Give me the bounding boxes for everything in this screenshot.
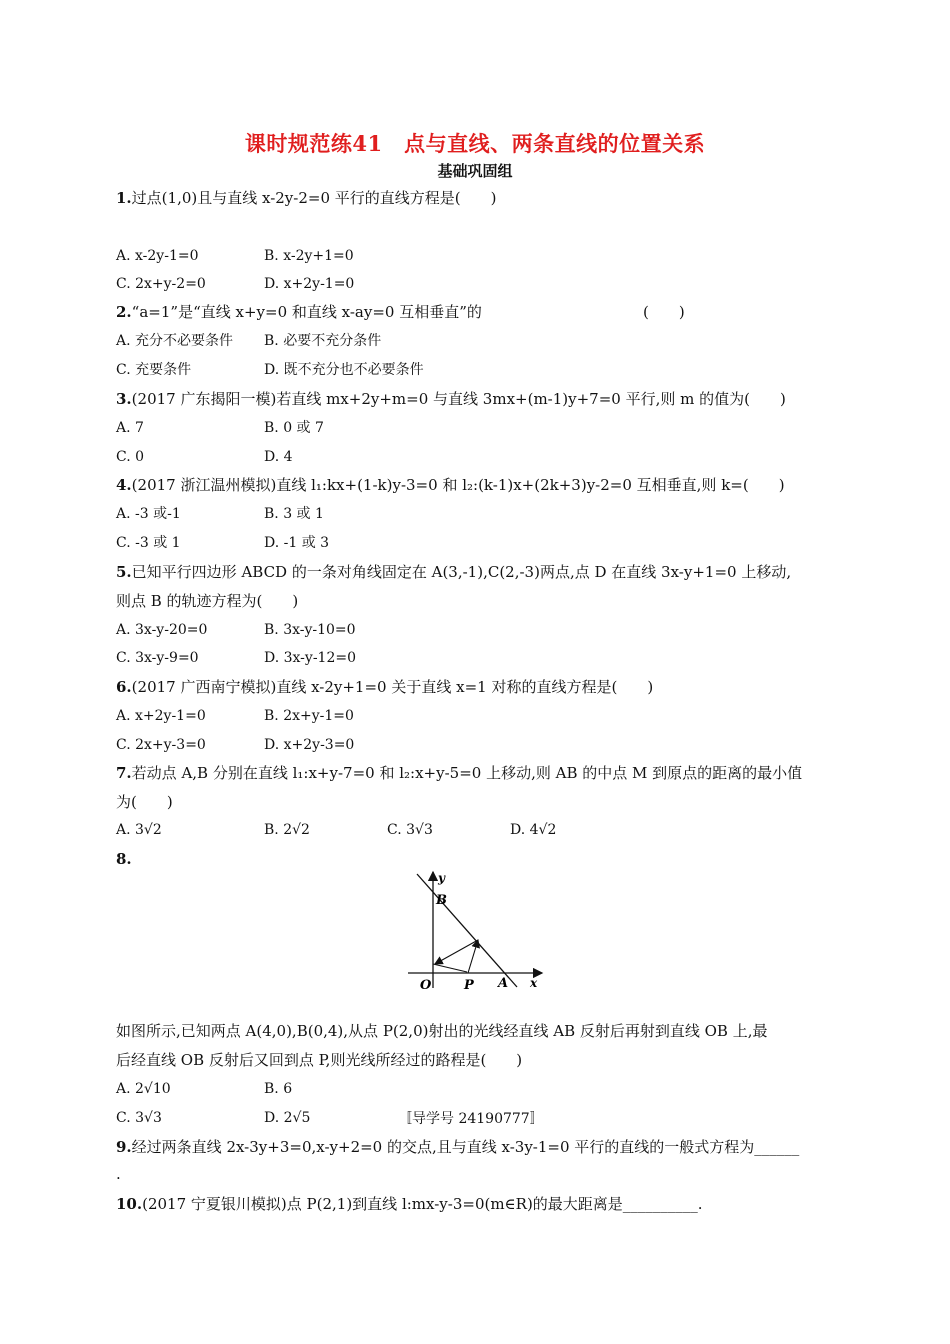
question-5: 5.已知平行四边形 ABCD 的一条对角线固定在 A(3,-1),C(2,-3)两点,点 D 在直线 3x-y+1=0 上移动, — [116, 563, 792, 581]
question-7-cont: 为( ) — [116, 793, 173, 811]
question-3: 3.(2017 广东揭阳一模)若直线 mx+2y+m=0 与直线 3mx+(m-1)y+7=0 平行,则 m 的值为( ) — [116, 390, 786, 408]
question-5-cont: 则点 B 的轨迹方程为( ) — [116, 592, 299, 610]
option: D. 4 — [264, 449, 293, 465]
question-1: 1.过点(1,0)且与直线 x-2y-2=0 平行的直线方程是( ) — [116, 189, 497, 207]
question-7: 7.若动点 A,B 分别在直线 l₁:x+y-7=0 和 l₂:x+y-5=0 上移动,则 AB 的中点 M 到原点的距离的最小值 — [116, 764, 803, 782]
option: B. 2x+y-1=0 — [264, 708, 354, 724]
question-8-number: 8. — [116, 850, 132, 868]
reflection-figure — [400, 866, 550, 996]
option: B. 必要不充分条件 — [264, 333, 382, 349]
question-2: 2.“a=1”是“直线 x+y=0 和直线 x-ay=0 互相垂直”的 — [116, 303, 482, 321]
option: C. 3√3 — [116, 1110, 162, 1126]
option: A. 3x-y-20=0 — [116, 622, 208, 638]
option: D. 3x-y-12=0 — [264, 650, 357, 666]
question-9: 9.经过两条直线 2x-3y+3=0,x-y+2=0 的交点,且与直线 x-3y-1=0 平行的直线的一般式方程为______ — [116, 1138, 800, 1156]
section-subtitle: 基础巩固组 — [437, 162, 513, 180]
option: A. x-2y-1=0 — [116, 248, 199, 264]
ray-ob-to-p — [433, 964, 467, 972]
option: C. 0 — [116, 449, 145, 465]
option: C. -3 或 1 — [116, 535, 181, 551]
option: A. x+2y-1=0 — [116, 708, 206, 724]
label-p: P — [464, 978, 474, 993]
option: D. x+2y-1=0 — [264, 276, 355, 292]
option: B. 3x-y-10=0 — [264, 622, 356, 638]
option: C. 3x-y-9=0 — [116, 650, 199, 666]
label-x: x — [530, 976, 538, 990]
page-title: 课时规范练41 点与直线、两条直线的位置关系 — [244, 131, 706, 156]
label-y: y — [438, 871, 445, 885]
option: C. 充要条件 — [116, 362, 192, 378]
option: D. x+2y-3=0 — [264, 737, 355, 753]
option: A. 3√2 — [116, 822, 162, 838]
label-a: A — [498, 976, 509, 991]
guide-number: 〚导学号 24190777〛 — [398, 1111, 544, 1127]
option: D. -1 或 3 — [264, 535, 330, 551]
question-4: 4.(2017 浙江温州模拟)直线 l₁:kx+(1-k)y-3=0 和 l₂:(k-1)x+(2k+3)y-2=0 互相垂直,则 k=( ) — [116, 476, 785, 494]
question-10: 10.(2017 宁夏银川模拟)点 P(2,1)到直线 l:mx-y-3=0(m∈R)的最大距离是__________. — [116, 1195, 703, 1213]
line-ab — [417, 874, 517, 987]
option: D. 既不充分也不必要条件 — [264, 362, 424, 378]
label-o: O — [420, 978, 432, 993]
option: A. 2√10 — [116, 1081, 171, 1097]
option: B. 2√2 — [264, 822, 310, 838]
question-6: 6.(2017 广西南宁模拟)直线 x-2y+1=0 关于直线 x=1 对称的直线方程是( ) — [116, 678, 654, 696]
label-b: B — [436, 893, 447, 908]
option: C. 2x+y-2=0 — [116, 276, 206, 292]
question-9-cont: . — [116, 1165, 121, 1183]
option: B. 0 或 7 — [264, 420, 324, 436]
option: A. -3 或-1 — [116, 506, 181, 522]
option: A. 7 — [116, 420, 144, 436]
option: B. 6 — [264, 1081, 293, 1097]
option: D. 4√2 — [510, 822, 557, 838]
answer-bracket: ( ) — [643, 303, 685, 321]
question-8-cont: 后经直线 OB 反射后又回到点 P,则光线所经过的路程是( ) — [116, 1051, 523, 1069]
option: C. 2x+y-3=0 — [116, 737, 206, 753]
option: D. 2√5 — [264, 1110, 311, 1126]
option: B. 3 或 1 — [264, 506, 324, 522]
option: A. 充分不必要条件 — [116, 333, 234, 349]
option: B. x-2y+1=0 — [264, 248, 354, 264]
question-8: 如图所示,已知两点 A(4,0),B(0,4),从点 P(2,0)射出的光线经直线 AB 反射后再射到直线 OB 上,最 — [116, 1022, 768, 1040]
option: C. 3√3 — [387, 822, 433, 838]
